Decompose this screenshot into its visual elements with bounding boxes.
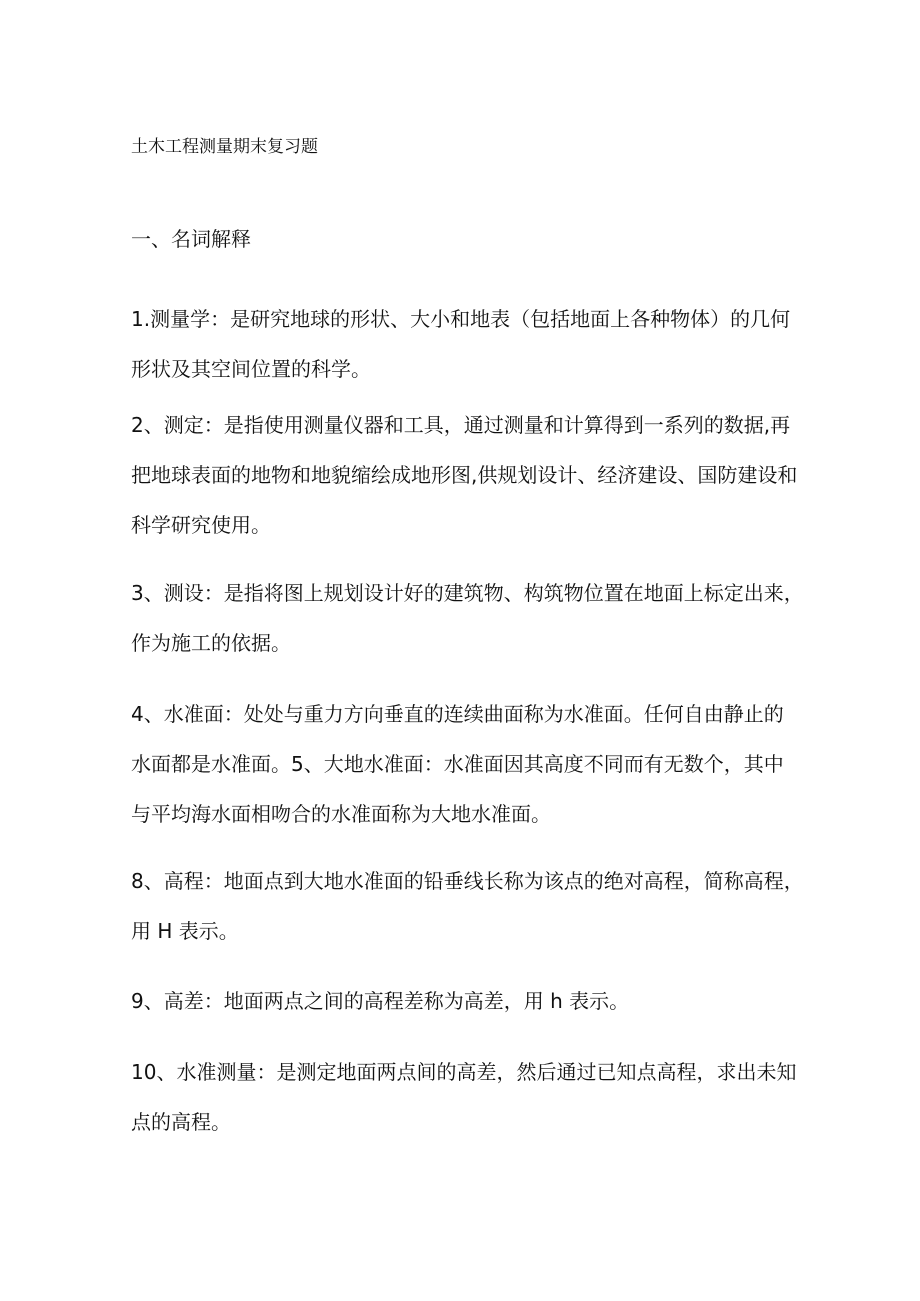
term-entry-10 xyxy=(131,1047,811,1147)
section-heading: 一、名词解释 xyxy=(131,227,251,251)
entry-line: 点的高程。 xyxy=(131,1110,231,1134)
entry-line: 水面都是水准面。5、大地水准面：水准面因其高度不同而有无数个，其中 xyxy=(131,752,784,776)
term-entry-1 xyxy=(131,294,811,394)
entry-line: 3、测设：是指将图上规划设计好的建筑物、构筑物位置在地面上标定出来， xyxy=(131,581,804,605)
entry-line: 用 H 表示。 xyxy=(131,919,239,943)
entry-line: 8、高程：地面点到大地水准面的铅垂线长称为该点的绝对高程，简称高程， xyxy=(131,869,804,893)
term-entry-4 xyxy=(131,689,811,839)
entry-line: 把地球表面的地物和地貌缩绘成地形图,供规划设计、经济建设、国防建设和 xyxy=(131,463,798,487)
entry-line: 10、水准测量：是测定地面两点间的高差，然后通过已知点高程，求出未知 xyxy=(131,1060,797,1084)
term-entry-9 xyxy=(131,976,811,1026)
entry-line: 科学研究使用。 xyxy=(131,513,271,537)
term-entry-3 xyxy=(131,568,811,668)
entry-line: 9、高差：地面两点之间的高程差称为高差，用 h 表示。 xyxy=(131,989,630,1013)
entry-line: 4、水准面：处处与重力方向垂直的连续曲面称为水准面。任何自由静止的 xyxy=(131,702,784,726)
document-title: 土木工程测量期末复习题 xyxy=(131,137,318,157)
entry-line: 1.测量学：是研究地球的形状、大小和地表（包括地面上各种物体）的几何 xyxy=(131,307,791,331)
entry-line: 2、测定：是指使用测量仪器和工具，通过测量和计算得到一系列的数据,再 xyxy=(131,413,791,437)
entry-line: 形状及其空间位置的科学。 xyxy=(131,357,371,381)
entry-line: 作为施工的依据。 xyxy=(131,631,291,655)
term-entry-8 xyxy=(131,856,811,956)
entry-line: 与平均海水面相吻合的水准面称为大地水准面。 xyxy=(131,802,551,826)
term-entry-2 xyxy=(131,400,811,550)
